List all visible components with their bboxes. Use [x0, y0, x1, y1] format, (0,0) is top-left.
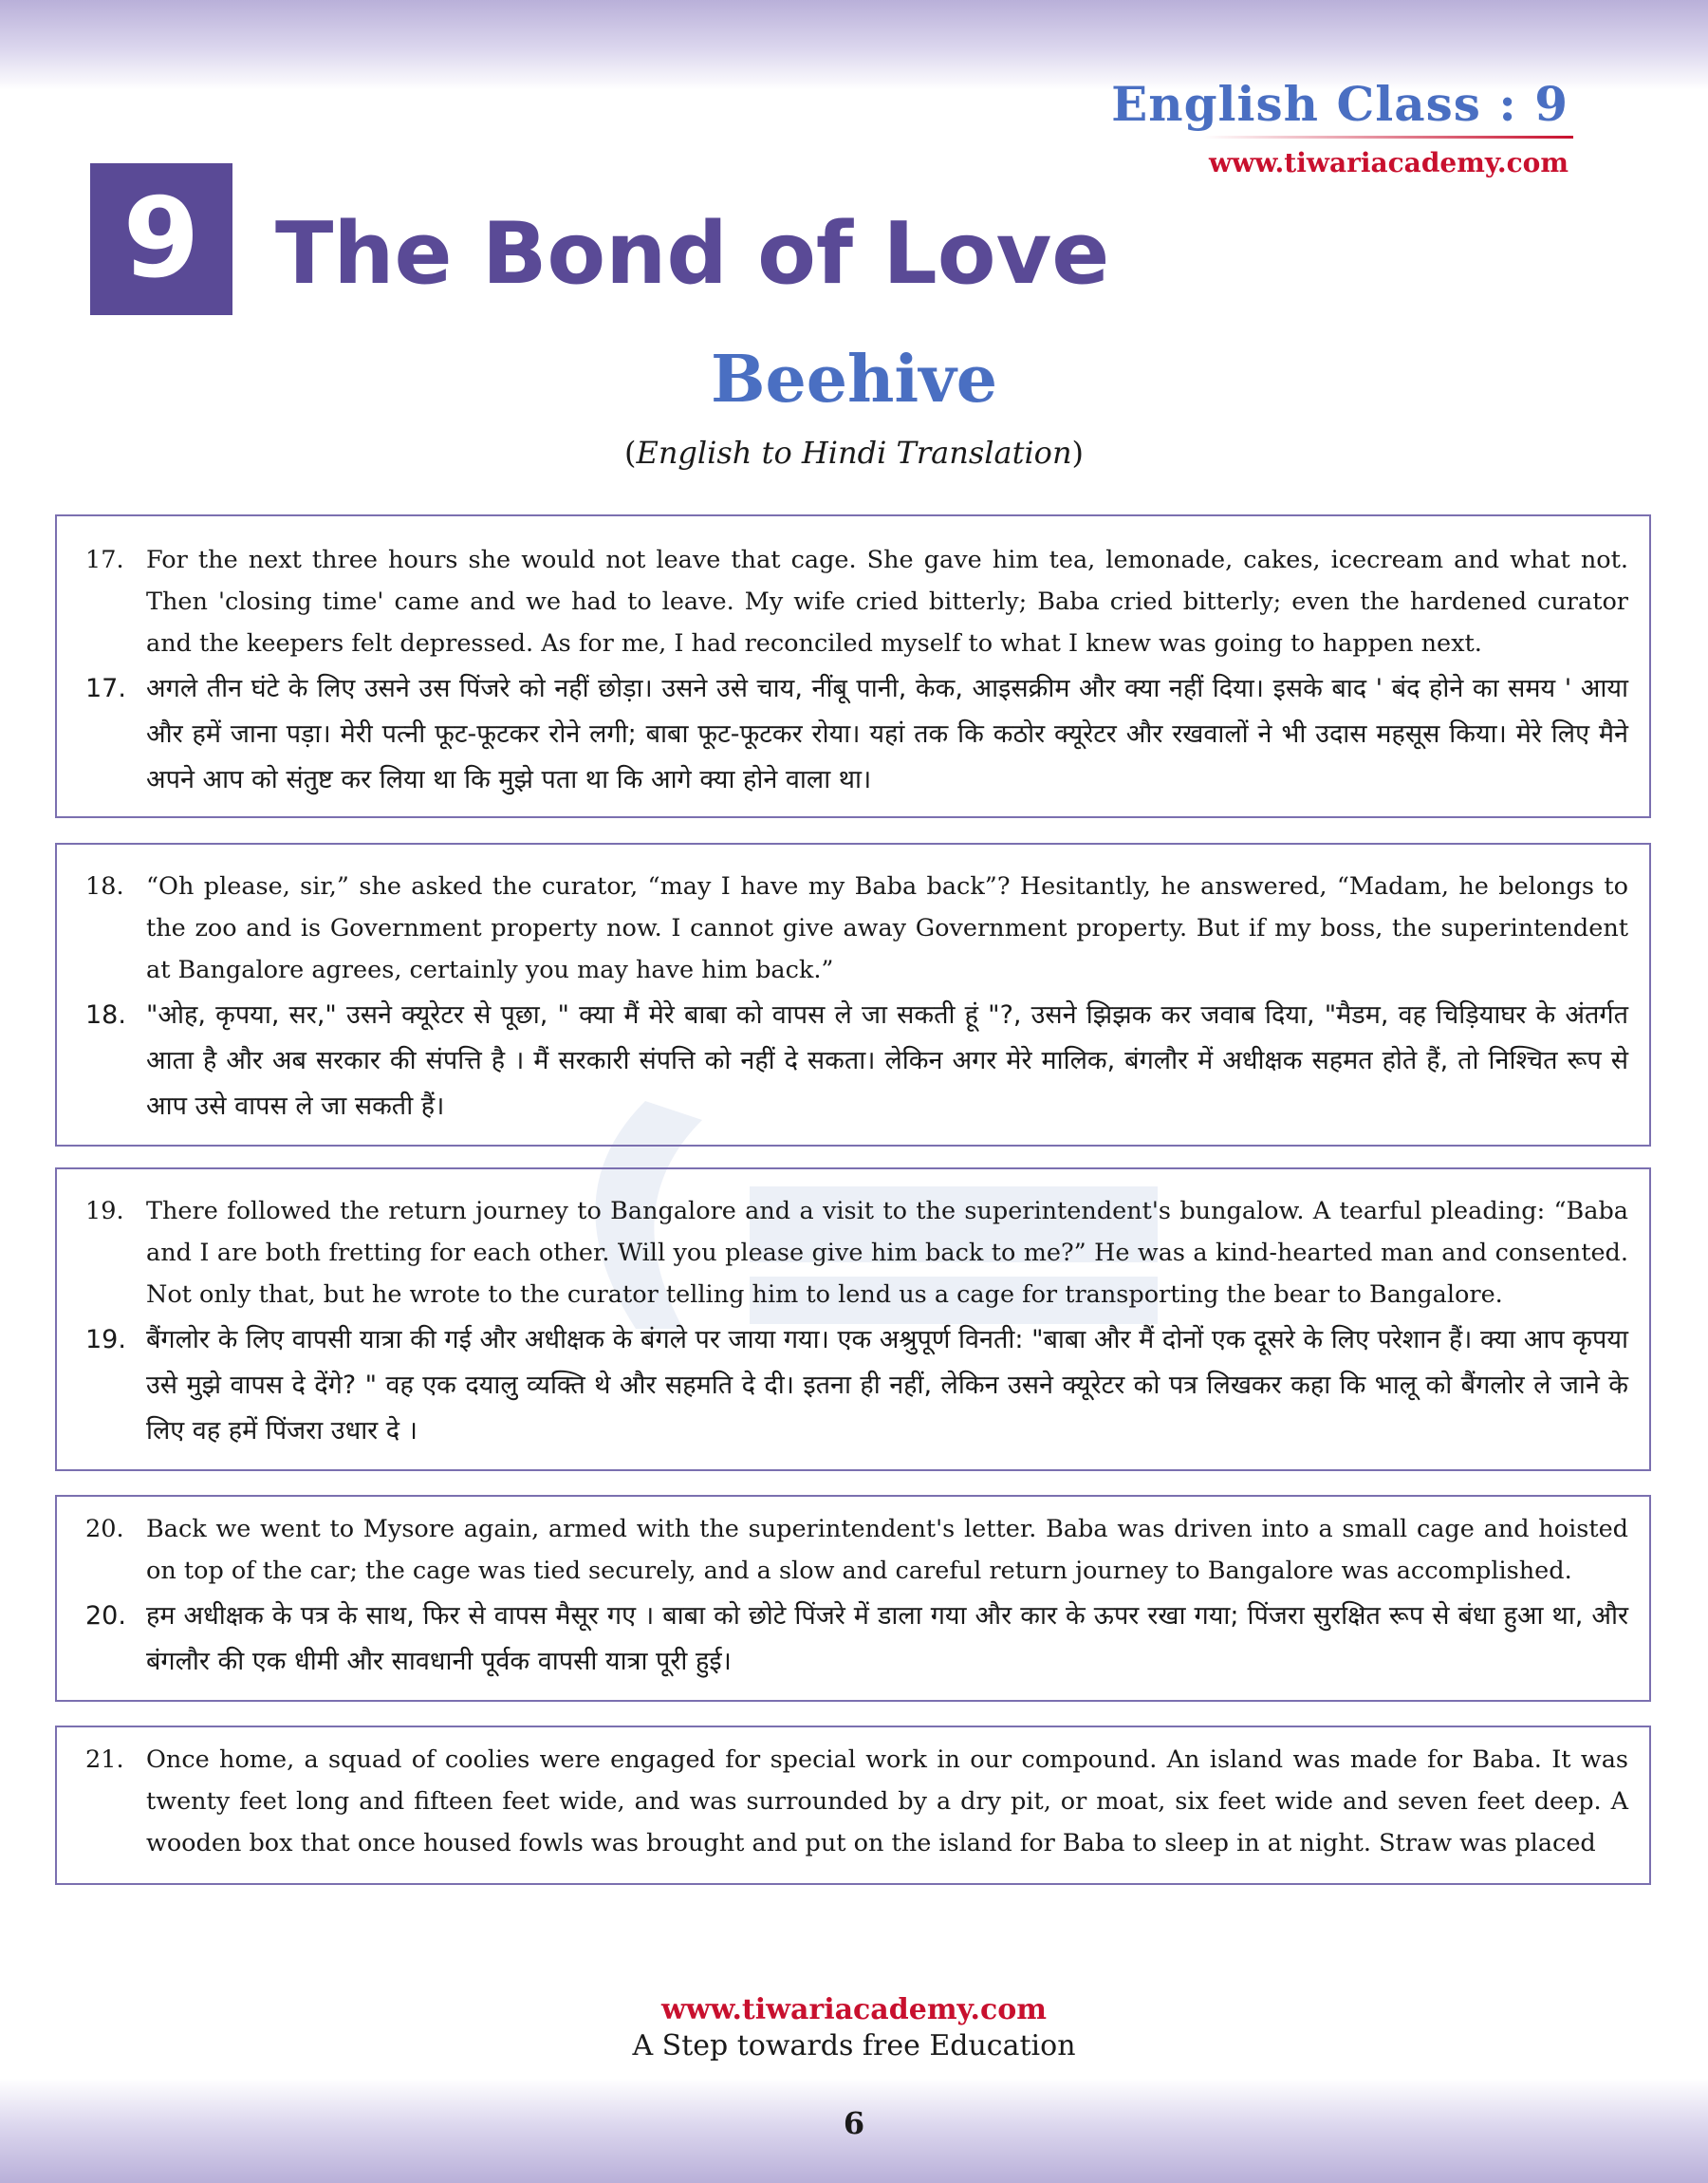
- translation-block-21: [55, 1726, 1651, 1885]
- translation-block-18: [55, 843, 1651, 1147]
- english-paragraph: [57, 1508, 1649, 1592]
- subtitle-text: English to Hindi Translation: [636, 435, 1072, 471]
- subtitle-close-paren: ): [1071, 435, 1085, 471]
- hindi-text: "ओह, कृपया, सर," उसने क्यूरेटर से पूछा, " क्या मैं मेरे बाबा को वापस ले जा सकती हूं "?, उसने झिझक कर जवाब दिया, "मैडम, वह चिड़ियाघर के अंतर्गत आता है और अब सरकार की संपत्ति है । मैं सरकारी संपत्ति को नहीं दे सकता। लेकिन अगर मेरे मालिक, बंगलौर में अधीक्षक सहमत होते हैं, तो निश्चित रूप से आप उसे वापस ले जा सकती हैं।: [146, 1000, 1628, 1121]
- header-rule: [1203, 136, 1573, 139]
- hindi-paragraph: [57, 993, 1649, 1129]
- english-paragraph: [57, 866, 1649, 991]
- hindi-text: हम अधीक्षक के पत्र के साथ, फिर से वापस मैसूर गए । बाबा को छोटे पिंजरे में डाला गया और कार के ऊपर रखा गया; पिंजरा सुरक्षित रूप से बंधा हुआ था, और बंगलौर की एक धीमी और सावधानी पूर्वक वापसी यात्रा पूरी हुई।: [146, 1601, 1628, 1676]
- hindi-paragraph: [57, 1317, 1649, 1454]
- paragraph-number: 18.: [85, 1000, 126, 1030]
- english-text: Once home, a squad of coolies were engaged for special work in our compound. An island was made for Baba. It was twenty feet long and fifteen feet wide, and was surrounded by a dry pit, or moat, six feet wide and seven feet deep. A wooden box that once housed fowls was brought and put on the island for Baba to sleep in at night. Straw was placed: [146, 1745, 1628, 1857]
- paragraph-number: 19.: [85, 1325, 126, 1354]
- paragraph-number: 18.: [85, 872, 124, 901]
- subtitle-open-paren: (: [623, 435, 637, 471]
- paragraph-number: 20.: [85, 1601, 126, 1631]
- english-text: “Oh please, sir,” she asked the curator, “may I have my Baba back”? Hesitantly, he answered, “Madam, he belongs to the zoo and is Government property now. I cannot give away Government property. But if my boss, the superintendent at Bangalore agrees, certainly you may have him back.”: [146, 872, 1628, 984]
- english-paragraph: [57, 539, 1649, 664]
- english-paragraph: [57, 1739, 1649, 1864]
- header-website-link[interactable]: www.tiwariacademy.com: [1209, 147, 1569, 178]
- translation-block-20: [55, 1495, 1651, 1702]
- footer-website-link[interactable]: www.tiwariacademy.com: [660, 1993, 1048, 2026]
- book-title: Beehive: [710, 342, 998, 418]
- subtitle: [0, 435, 1708, 471]
- paragraph-number: 17.: [85, 546, 124, 574]
- hindi-paragraph: [57, 666, 1649, 803]
- english-text: There followed the return journey to Bangalore and a visit to the superintendent's bungalow. A tearful pleading: “Baba and I are both fretting for each other. Will you please give him back to me?” He was a kind-hearted man and consented. Not only that, but he wrote to the curator telling him to lend us a cage for transporting the bear to Bangalore.: [146, 1197, 1628, 1309]
- english-paragraph: [57, 1190, 1649, 1315]
- page-number: 6: [843, 2105, 865, 2141]
- translation-block-17: [55, 514, 1651, 818]
- footer-tagline: A Step towards free Education: [632, 2029, 1076, 2062]
- english-text: Back we went to Mysore again, armed with the superintendent's letter. Baba was driven into a small cage and hoisted on top of the car; the cage was tied securely, and a slow and careful return journey to Bangalore was accomplished.: [146, 1515, 1628, 1585]
- paragraph-number: 19.: [85, 1197, 124, 1225]
- paragraph-number: 21.: [85, 1745, 124, 1774]
- hindi-text: बैंगलोर के लिए वापसी यात्रा की गई और अधीक्षक के बंगले पर जाया गया। एक अश्रुपूर्ण विनती: "बाबा और मैं दोनों एक दूसरे के लिए परेशान हैं। क्या आप कृपया उसे मुझे वापस दे देंगे? " वह एक दयालु व्यक्ति थे और सहमति दे दी। इतना ही नहीं, लेकिन उसने क्यूरेटर को पत्र लिखकर कहा कि भालू को बैंगलोर ले जाने के लिए वह हमें पिंजरा उधार दे ।: [146, 1325, 1628, 1446]
- class-label: English Class : 9: [1111, 76, 1569, 132]
- chapter-title: The Bond of Love: [275, 204, 1110, 304]
- english-text: For the next three hours she would not leave that cage. She gave him tea, lemonade, cakes, icecream and what not. Then 'closing time' came and we had to leave. My wife cried bitterly; Baba cried bitterly; even the hardened curator and the keepers felt depressed. As for me, I had reconciled myself to what I knew was going to happen next.: [146, 546, 1628, 658]
- translation-block-19: [55, 1167, 1651, 1471]
- chapter-number-badge: 9: [90, 163, 232, 315]
- hindi-text: अगले तीन घंटे के लिए उसने उस पिंजरे को नहीं छोड़ा। उसने उसे चाय, नींबू पानी, केक, आइसक्रीम और क्या नहीं दिया। इसके बाद ' बंद होने का समय ' आया और हमें जाना पड़ा। मेरी पत्नी फूट-फूटकर रोने लगी; बाबा फूट-फूटकर रोया। यहां तक कि कठोर क्यूरेटर और रखवालों ने भी उदास महसूस किया। मेरे लिए मैने अपने आप को संतुष्ट कर लिया था कि मुझे पता था कि आगे क्या होने वाला था।: [146, 674, 1628, 794]
- paragraph-number: 17.: [85, 674, 126, 703]
- hindi-paragraph: [57, 1594, 1649, 1685]
- paragraph-number: 20.: [85, 1515, 124, 1543]
